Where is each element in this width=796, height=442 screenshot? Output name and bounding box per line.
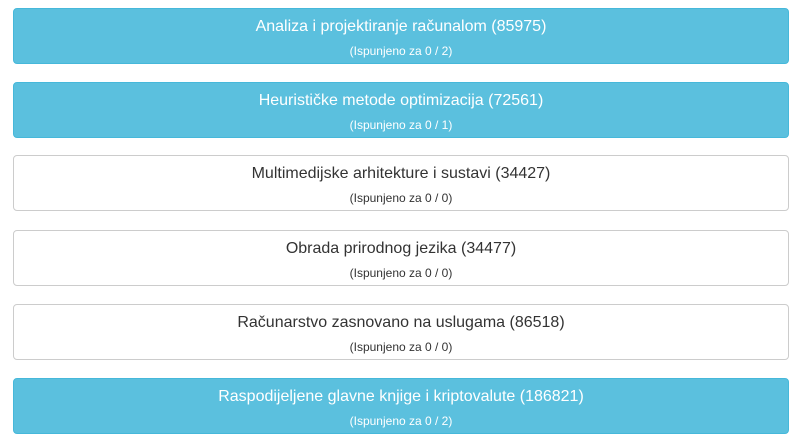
course-title: Računarstvo zasnovano na uslugama (86518): [237, 314, 565, 331]
course-status: (Ispunjeno za 0 / 1): [349, 118, 453, 132]
course-title: Analiza i projektiranje računalom (85975): [255, 18, 547, 35]
course-button-heuristicke-metode[interactable]: [13, 82, 789, 138]
course-status: (Ispunjeno za 0 / 0): [349, 266, 453, 280]
course-button-analiza-i-projektiranje[interactable]: [13, 8, 789, 64]
course-status: (Ispunjeno za 0 / 2): [349, 44, 453, 58]
course-button-multimedijske-arhitekture[interactable]: [13, 155, 789, 211]
course-title: Raspodijeljene glavne knjige i kriptovalute (186821): [218, 388, 584, 405]
course-title: Heurističke metode optimizacija (72561): [258, 92, 544, 109]
course-status: (Ispunjeno za 0 / 2): [349, 414, 453, 428]
course-button-racunarstvo-zasnovano[interactable]: [13, 304, 789, 360]
course-title: Multimedijske arhitekture i sustavi (34427): [251, 165, 551, 182]
course-title: Obrada prirodnog jezika (34477): [285, 240, 517, 257]
course-status: (Ispunjeno za 0 / 0): [349, 340, 453, 354]
course-button-obrada-prirodnog-jezika[interactable]: [13, 230, 789, 286]
course-button-raspodijeljene-glavne-knjige[interactable]: [13, 378, 789, 434]
course-status: (Ispunjeno za 0 / 0): [349, 191, 453, 205]
